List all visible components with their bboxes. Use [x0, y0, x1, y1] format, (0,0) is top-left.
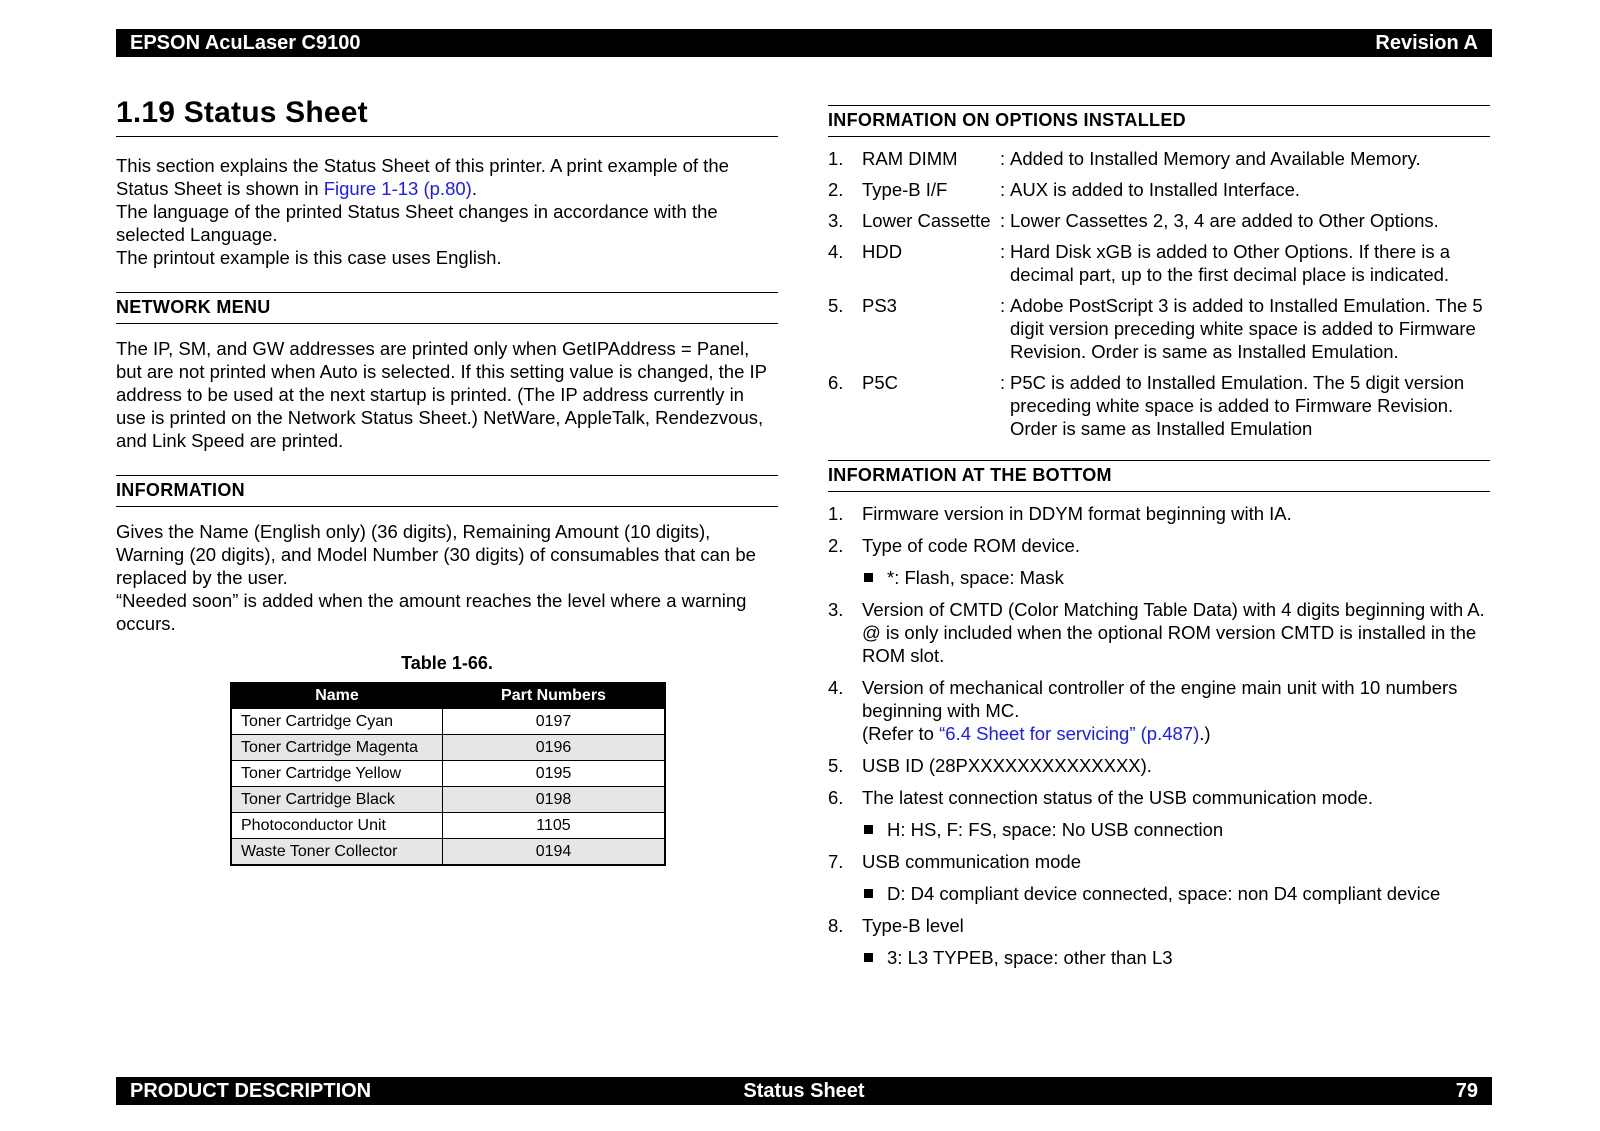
intro-paragraph-1 [116, 154, 778, 200]
table-row [231, 839, 665, 866]
colon: : [1000, 148, 1006, 169]
list-item [828, 786, 1490, 809]
item-number: 6. [828, 787, 844, 808]
item-number: 7. [828, 851, 844, 872]
item-text: Type of code ROM device. [862, 535, 1080, 556]
colon: : [1000, 295, 1006, 316]
option-name: RAM DIMM [862, 148, 958, 169]
page-header [116, 29, 1492, 57]
table-cell-part-number: 0197 [443, 709, 666, 735]
network-menu-heading: NETWORK MENU [116, 292, 778, 324]
header-product-name: EPSON AcuLaser C9100 [130, 31, 361, 54]
option-description: Adobe PostScript 3 is added to Installed Emulation. The 5 digit version preceding white space is added to Firmware Revision. Order is same as Installed Emulation. [1010, 295, 1483, 362]
servicing-sheet-link[interactable]: “6.4 Sheet for servicing” (p.487) [939, 723, 1200, 744]
colon: : [1000, 372, 1006, 393]
list-item [828, 914, 1490, 937]
reference-suffix: .) [1199, 723, 1211, 744]
table-row [231, 735, 665, 761]
list-item [828, 147, 1490, 170]
item-number: 4. [828, 241, 844, 262]
list-item [828, 240, 1490, 286]
table-caption: Table 1-66. [401, 653, 493, 673]
list-item [828, 178, 1490, 201]
table-header-name: Name [231, 683, 443, 709]
table-cell-part-number: 0196 [443, 735, 666, 761]
item-text-block [862, 676, 1490, 745]
table-cell-part-number: 0195 [443, 761, 666, 787]
table-cell-part-number: 0194 [443, 839, 666, 866]
option-description: Lower Cassettes 2, 3, 4 are added to Other Options. [1010, 210, 1439, 231]
sub-item [828, 818, 1490, 841]
sub-item [828, 946, 1490, 969]
intro-text-1-end: . [471, 178, 477, 199]
table-cell-name: Toner Cartridge Magenta [231, 735, 443, 761]
header-revision: Revision A [1375, 31, 1478, 54]
part-numbers-table [230, 682, 666, 866]
list-item [828, 676, 1490, 745]
item-text: Version of mechanical controller of the engine main unit with 10 numbers beginning with MC. [862, 677, 1458, 721]
information-text-2: “Needed soon” is added when the amount reaches the level where a warning occurs. [116, 590, 747, 634]
network-menu-text: The IP, SM, and GW addresses are printed only when GetIPAddress = Panel, but are not printed when Auto is selected. If this setting value is changed, the IP address to be used at the next startup is printed. (The IP address currently in use is printed on the Network Status Sheet.) NetWare, AppleTalk, Rendezvous, and Link Speed are printed. [116, 338, 767, 451]
list-item [828, 850, 1490, 873]
sub-item-text: *: Flash, space: Mask [887, 567, 1064, 588]
option-description: AUX is added to Installed Interface. [1010, 179, 1301, 200]
square-bullet-icon [864, 573, 873, 582]
information-text-1: Gives the Name (English only) (36 digits), Remaining Amount (10 digits), Warning (20 digits), and Model Number (30 digits) of consumables that can be replaced by the user. [116, 521, 756, 588]
list-item [828, 534, 1490, 557]
intro-paragraph-3: The printout example is this case uses English. [116, 247, 502, 268]
table-header-row [231, 683, 665, 709]
footer-chapter: PRODUCT DESCRIPTION [130, 1079, 372, 1102]
square-bullet-icon [864, 953, 873, 962]
colon: : [1000, 179, 1006, 200]
table-cell-part-number: 0198 [443, 787, 666, 813]
list-item [828, 754, 1490, 777]
list-item [828, 209, 1490, 232]
item-text: Firmware version in DDYM format beginning with IA. [862, 503, 1292, 524]
option-name: PS3 [862, 295, 897, 316]
option-name: P5C [862, 372, 898, 393]
item-text: USB ID (28PXXXXXXXXXXXXXX). [862, 755, 1152, 776]
intro-text-1: This section explains the Status Sheet of this printer. A print example of the Status Sheet is shown in [116, 155, 729, 199]
table-header-part-numbers: Part Numbers [443, 683, 666, 709]
table-cell-name: Photoconductor Unit [231, 813, 443, 839]
page-number: 79 [1455, 1079, 1478, 1102]
options-installed-heading: INFORMATION ON OPTIONS INSTALLED [828, 105, 1490, 137]
item-text: USB communication mode [862, 851, 1082, 872]
table-cell-name: Toner Cartridge Black [231, 787, 443, 813]
sub-item [828, 566, 1490, 589]
option-name: Type-B I/F [862, 179, 948, 200]
table-cell-name: Toner Cartridge Cyan [231, 709, 443, 735]
sub-item-text: D: D4 compliant device connected, space: non D4 compliant device [887, 883, 1441, 904]
item-number: 3. [828, 210, 844, 231]
item-number: 4. [828, 677, 844, 698]
table-row [231, 813, 665, 839]
option-description: P5C is added to Installed Emulation. The 5 digit version preceding white space is added to Firmware Revision. Order is same as Installed Emulation [1010, 372, 1465, 439]
item-number: 5. [828, 755, 844, 776]
option-description: Added to Installed Memory and Available Memory. [1010, 148, 1421, 169]
sub-item [828, 882, 1490, 905]
colon: : [1000, 241, 1006, 262]
table-row [231, 787, 665, 813]
bottom-information-heading: INFORMATION AT THE BOTTOM [828, 460, 1490, 492]
item-number: 1. [828, 503, 844, 524]
page-footer [116, 1077, 1492, 1105]
list-item [828, 294, 1490, 363]
item-number: 5. [828, 295, 844, 316]
colon: : [1000, 210, 1006, 231]
right-column [828, 105, 1490, 969]
list-item [828, 598, 1490, 667]
option-name: HDD [862, 241, 903, 262]
reference-prefix: (Refer to [862, 723, 940, 744]
figure-link[interactable]: Figure 1-13 (p.80) [323, 178, 472, 199]
section-title: 1.19 Status Sheet [116, 88, 778, 137]
option-description: Hard Disk xGB is added to Other Options. If there is a decimal part, up to the first decimal place is indicated. [1010, 241, 1451, 285]
list-item [828, 371, 1490, 440]
left-column [116, 88, 778, 866]
item-text: Type-B level [862, 915, 964, 936]
intro-paragraph-2: The language of the printed Status Sheet changes in accordance with the selected Language. [116, 201, 718, 245]
item-number: 8. [828, 915, 844, 936]
list-item [828, 502, 1490, 525]
square-bullet-icon [864, 825, 873, 834]
item-text: The latest connection status of the USB communication mode. [862, 787, 1374, 808]
square-bullet-icon [864, 889, 873, 898]
item-number: 1. [828, 148, 844, 169]
bottom-information-list [828, 502, 1490, 969]
table-row [231, 761, 665, 787]
footer-section: Status Sheet [743, 1079, 865, 1102]
sub-item-text: H: HS, F: FS, space: No USB connection [887, 819, 1224, 840]
information-heading: INFORMATION [116, 475, 778, 507]
item-number: 3. [828, 599, 844, 620]
item-number: 2. [828, 535, 844, 556]
table-cell-name: Toner Cartridge Yellow [231, 761, 443, 787]
item-number: 2. [828, 179, 844, 200]
table-row [231, 709, 665, 735]
options-list [828, 147, 1490, 440]
table-cell-part-number: 1105 [443, 813, 666, 839]
intro-text [116, 154, 778, 269]
item-number: 6. [828, 372, 844, 393]
item-text: Version of CMTD (Color Matching Table Data) with 4 digits beginning with A. @ is only included when the optional ROM version CMTD is installed in the ROM slot. [862, 599, 1485, 666]
table-cell-name: Waste Toner Collector [231, 839, 443, 866]
option-name: Lower Cassette [862, 210, 991, 231]
sub-item-text: 3: L3 TYPEB, space: other than L3 [887, 947, 1173, 968]
